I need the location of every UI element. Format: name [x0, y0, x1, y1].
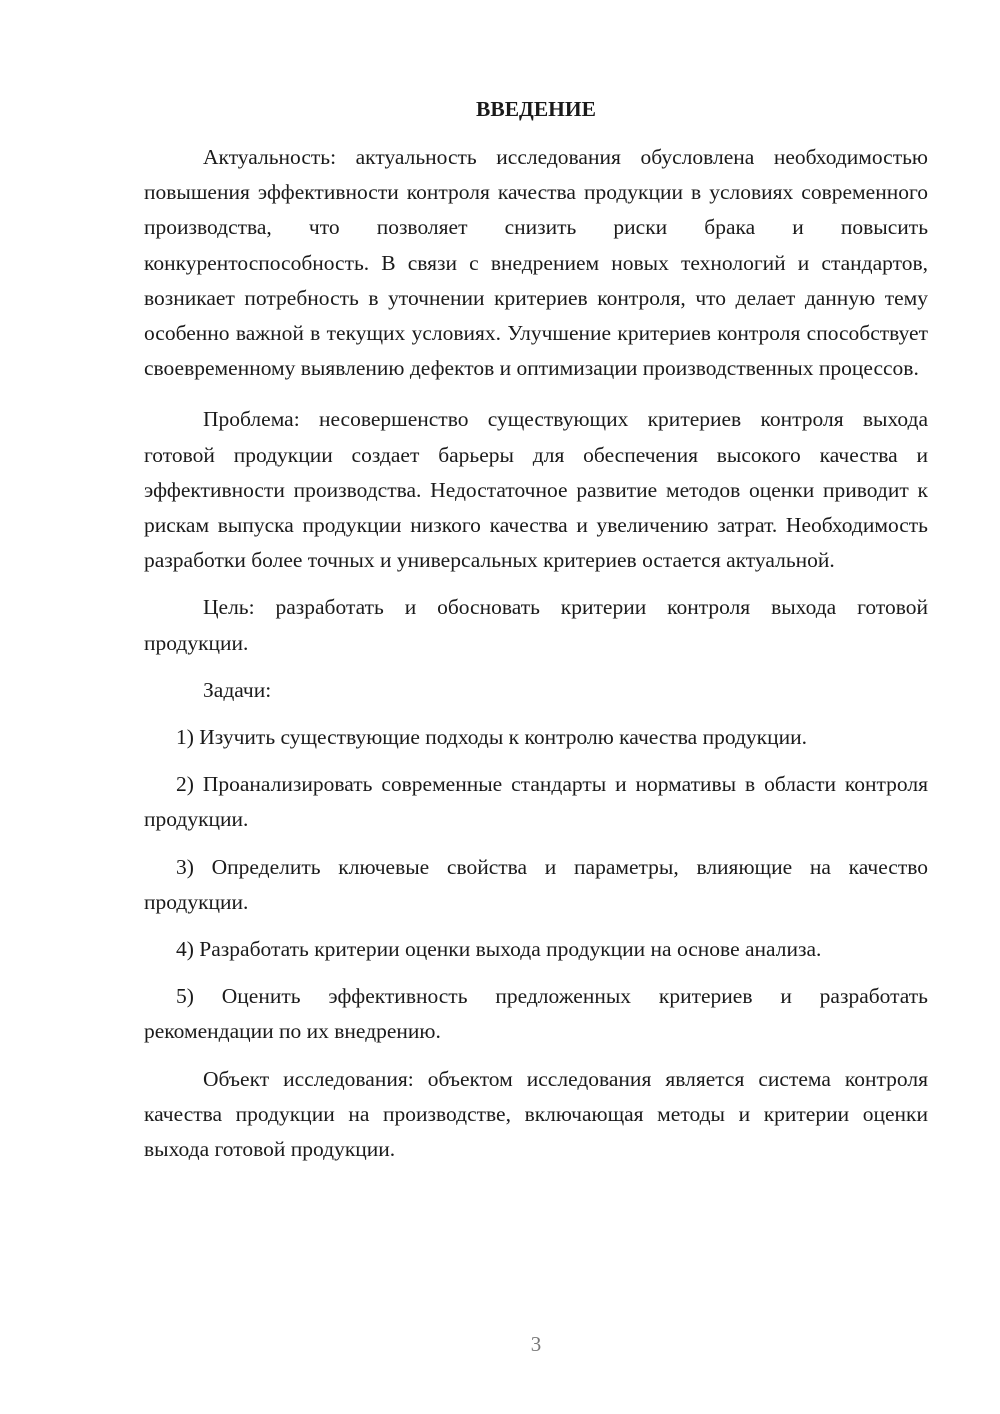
task-item-3: 3) Определить ключевые свойства и параметры, влияющие на качество продукции.: [144, 854, 928, 914]
paragraph-goal: Цель: разработать и обосновать критерии контроля выхода готовой продукции.: [144, 595, 928, 655]
task-item-2: 2) Проанализировать современные стандарты и нормативы в области контроля продукции.: [144, 772, 928, 832]
page-number: 3: [530, 1332, 542, 1356]
paragraph-relevance: Актуальность: актуальность исследования обусловлена необходимостью повышения эффективности контроля качества продукции в условиях современного производства, что позволяет снизить риски брака и повысить конкурентоспособность. В связи с внедрением новых технологий и стандартов, возникает потребность в уточнении критериев контроля, что делает данную тему особенно важной в текущих условиях. Улучшение критериев контроля способствует своевременному выявлению дефектов и оптимизации производственных процессов.: [144, 145, 928, 381]
paragraph-object: Объект исследования: объектом исследования является система контроля качества продукции на производстве, включающая методы и критерии оценки выхода готовой продукции.: [144, 1066, 928, 1162]
task-item-5: 5) Оценить эффективность предложенных критериев и разработать рекомендации по их внедрению.: [144, 984, 928, 1044]
section-heading: ВВЕДЕНИЕ: [476, 97, 596, 121]
document-page: [144, 92, 928, 1167]
tasks-label: Задачи:: [203, 677, 272, 702]
task-item-4: 4) Разработать критерии оценки выхода продукции на основе анализа.: [176, 937, 822, 962]
task-item-1: 1) Изучить существующие подходы к контролю качества продукции.: [176, 725, 807, 750]
paragraph-problem: Проблема: несовершенство существующих критериев контроля выхода готовой продукции создает барьеры для обеспечения высокого качества и эффективности производства. Недостаточное развитие методов оценки приводит к рискам выпуска продукции низкого качества и увеличению затрат. Необходимость разработки более точных и универсальных критериев остается актуальной.: [144, 407, 928, 573]
